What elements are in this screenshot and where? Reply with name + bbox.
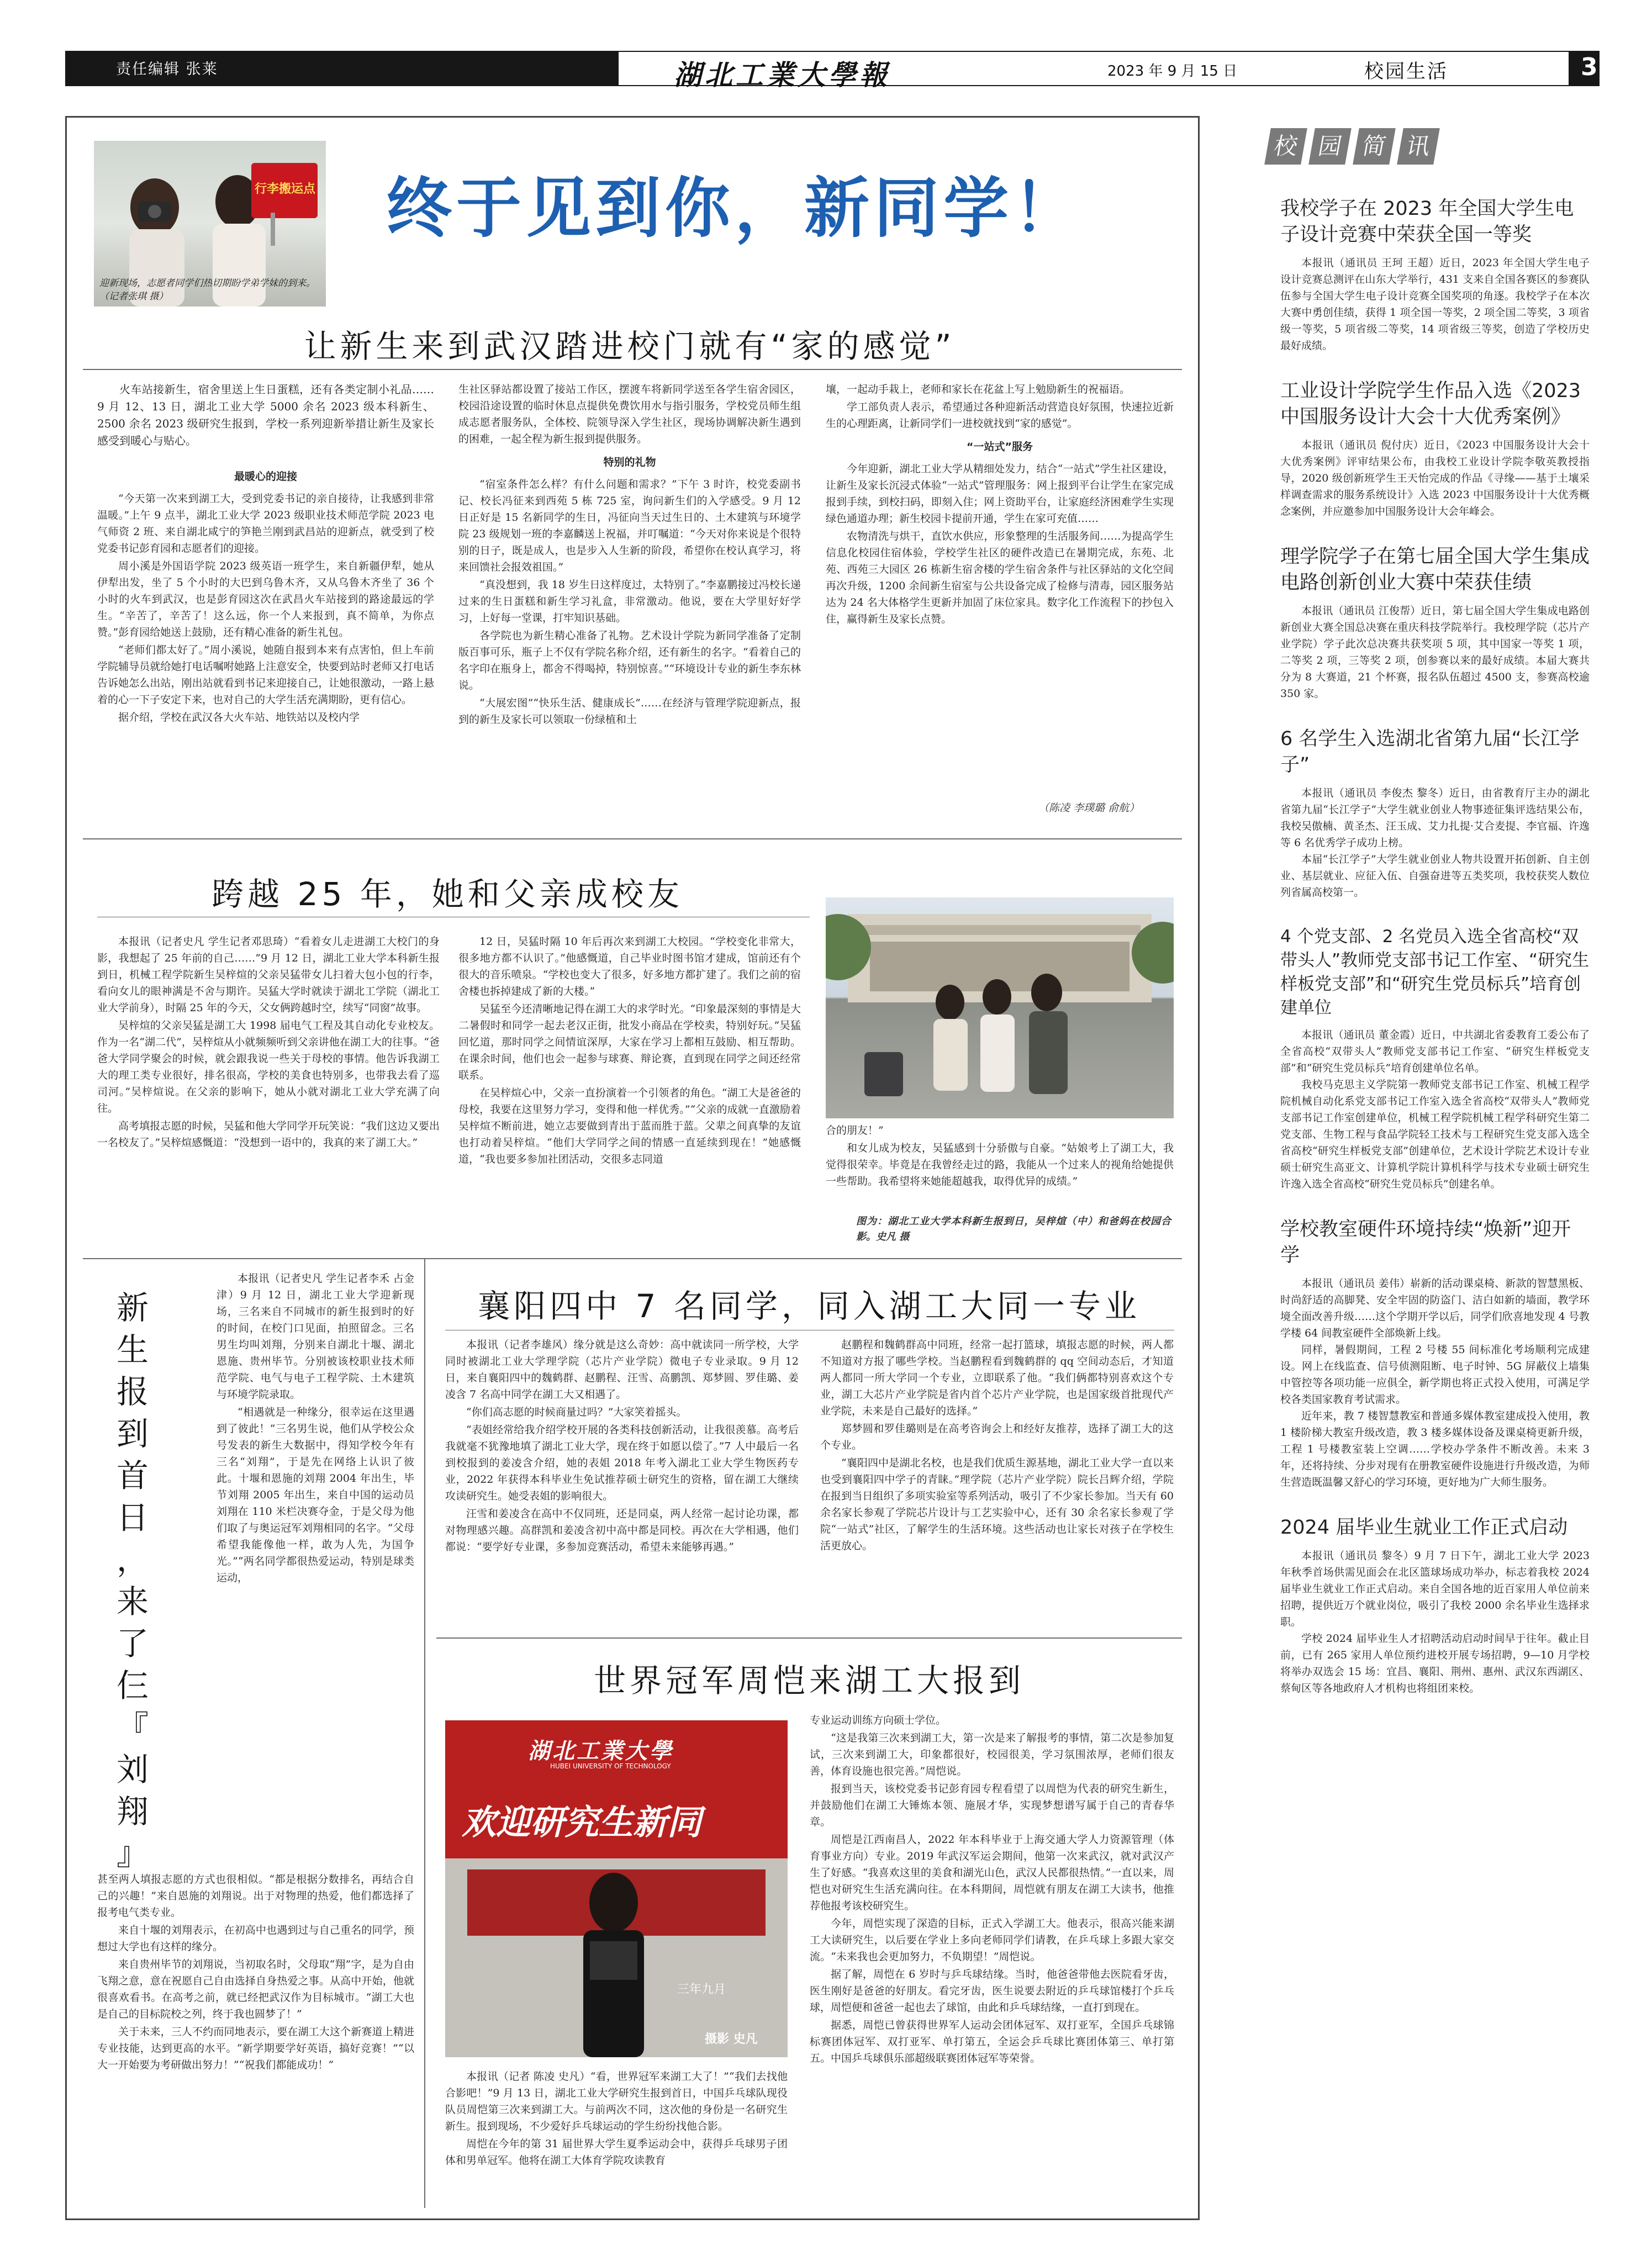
paragraph: 在吴梓煊心中，父亲一直扮演着一个引领者的角色。“湖工大是爸爸的母校，我要在这里努力学习，变得和他一样优秀。”“父亲的成就一直激励着吴梓煊不断前进，她立志要做到青出于蓝而胜于蓝。父辈之间真挚的友谊也打动着吴梓煊。“他们大学同学之间的情感一直延续到现在！”她感慨道，“我也要多参加社团活动，交很多志同道 — [458, 1087, 801, 1165]
article1-sub-2: 特别的礼物 — [603, 456, 656, 468]
article1-title-rule — [83, 369, 1182, 370]
brief-title: 6 名学生入选湖北省第九届“长江学子” — [1280, 728, 1580, 776]
paragraph: “真没想到，我 18 岁生日这样度过，太特别了。”李嘉鹏接过冯校长递过来的生日蛋糕和新生学习礼盒，非常激动。他说，要在大学里好好学习，上好每一堂课，打牢知识基础。 — [458, 579, 801, 624]
paragraph: 赵鹏程和魏鹤群高中同班，经常一起打篮球，填报志愿的时候，两人都不知道对方报了哪些学校。当赵鹏程看到魏鹤群的 qq 空间动态后，才知道两人都同一所大学同一个专业，立即联系了他。“我们俩都特别喜欢这个专业，湖工大芯片产业学院是省内首个芯片产业学院，也是国家级首批现代产业学院，未来是自己最好的选择。” — [820, 1339, 1174, 1417]
paragraph: 据介绍，学校在武汉各大火车站、地铁站以及校内学 — [118, 711, 360, 723]
paragraph: 本报讯（记者李雄风）缘分就是这么奇妙：高中就读同一所学校，大学同时被湖北工业大学理学院（芯片产业学院）微电子专业录取。9 月 12 日，来自襄阳四中的魏鹤群、赵鹏程、汪雪、高鹏凯、郑梦圆、罗佳璐、姜凌含 7 名高中同学在湖工大又相遇了。 — [445, 1339, 799, 1401]
title-char: 来 — [116, 1583, 149, 1620]
paragraph: 周小溪是外国语学院 2023 级英语一班学生，来自新疆伊犁，她从伊犁出发，坐了 5 个小时的大巴到乌鲁木齐，又从乌鲁木齐坐了 36 个小时的火车到武汉，也是彭育园这次在武昌火车站接到的路途最远的学生。“辛苦了，辛苦了！这么远，你一个人来报到，真不简单，为你点赞。”彭育园给她送上鼓励，还有精心准备的新生礼包。 — [97, 560, 434, 638]
brief-text: 本报讯（通讯员 董金霞）近日，中共湖北省委教育工委公布了全省高校“双带头人”教师党支部书记工作室、“研究生样板党支部”和“研究生党员标兵”培育创建单位名单。 — [1280, 1029, 1590, 1074]
article3-vertical-title — [110, 1287, 155, 1874]
paragraph: “老师们都太好了。”周小溪说，她随自报到本来有点害怕，但上车前学院辅导员就给她打电话嘱咐她路上注意安全，快要到站时老师又打电话告诉她怎么出站，刚出站就看到书记来迎接自己，让她很激动，一路上悬着的心一下子安定下来，也对自己的大学生活充满期盼，更有信心。 — [97, 644, 434, 706]
brief-title: 我校学子在 2023 年全国大学生电子设计竞赛中荣获全国一等奖 — [1280, 198, 1574, 246]
paper-name: 湖北工業大學報 — [674, 59, 890, 91]
article3-full-col — [97, 1871, 414, 2074]
paragraph: 壤，一起动手栽上，老师和家长在花盆上写上勉励新生的祝福语。 — [826, 383, 1131, 395]
photo-welcome-banner: 欢迎研究生新同 — [462, 1802, 702, 1842]
brief-title: 学校教室硬件环境持续“焕新”迎开学 — [1280, 1218, 1571, 1266]
champion-photo — [445, 1720, 788, 2057]
paragraph: “你们高志愿的时候商量过吗？”大家笑着摇头。 — [466, 1406, 687, 1418]
article2-col2 — [458, 933, 801, 1169]
photo-university-logo: 湖北工業大學 — [528, 1738, 674, 1764]
volunteers-photo — [94, 141, 326, 307]
brief-item — [1280, 925, 1590, 1192]
brief-item — [1280, 1217, 1590, 1491]
brief-text: 本报讯（通讯员 倪付庆）近日，《2023 中国服务设计大会十大优秀案例》评审结果公布，由我校工业设计学院李敬英教授指导，2020 级创新班学生王天怡完成的作品《寻缘——基于土壤采样调查需求的服务系统设计》入选 2023 中国服务设计十大优秀概念案例，并应邀参加中国服务设计大会年峰会。 — [1280, 439, 1590, 517]
article3-column-divider — [424, 1258, 425, 2208]
sidebar-briefs — [1280, 196, 1590, 1697]
section-divider-1 — [83, 838, 1182, 839]
paragraph: 郑梦圆和罗佳璐则是在高考咨询会上和经好友推荐，选择了湖工大的这个专业。 — [820, 1423, 1174, 1451]
brief-title: 理学院学子在第七届全国大学生集成电路创新创业大赛中荣获佳绩 — [1280, 546, 1590, 594]
brief-item — [1280, 196, 1590, 354]
paragraph: 各学院也为新生精心准备了礼物。艺术设计学院为新同学准备了定制版百事可乐，瓶子上不仅有学院名称介绍，还有新生的名字。“看着自己的名字印在瓶身上，都舍不得喝掉，特别惊喜。”“环境设计专业的新生李东林说。 — [458, 630, 801, 691]
paragraph: 12 日，吴猛时隔 10 年后再次来到湖工大校园。“学校变化非常大，很多地方都不认识了。”他感慨道，自己毕业时图书馆才建成，馆前还有个很大的音乐喷泉。“学校也变大了很多，好多地方都扩建了。我们之前的宿舍楼也拆掉建成了新的大楼。” — [458, 936, 801, 997]
photo-date-text: 三年九月 — [677, 1983, 726, 1996]
title-char: ， — [116, 1541, 149, 1578]
feature-banner: 终于见到你，新同学！ — [387, 170, 1083, 246]
article1-col3 — [826, 381, 1174, 628]
paragraph: “相遇就是一种缘分，很幸运在这里遇到了彼此！”三名男生说，他们从学校公众号发表的新生大数据中，得知学校今年有三名“刘翔”，于是先在网络上认识了彼此。十堰和恩施的刘翔 2004 年出生，毕节刘翔 2005 年出生，来自中国的运动员刘翔在 110 米栏决赛夺金，于是父母为他们取了与奥运冠军刘翔相同的名字。“父母希望我能像他一样，敢为人先，为国争光。”“两名同学都很热爱运动，特别是球类运动， — [217, 1406, 414, 1584]
paragraph: “襄阳四中是湖北名校，也是我们优质生源基地，湖北工业大学一直以来也受到襄阳四中学子的青睐。”理学院（芯片产业学院）院长吕辉介绍，学院在报到当日组织了多项实验室等系列活动，吸引了不少家长参加。当天有 60 余名家长参观了学院芯片设计与工艺实验中心，还有 30 余名家长参观了学院“一站式”社区，了解学生的生活环境。这些活动也让家长对孩子在学校生活更放心。 — [820, 1457, 1174, 1552]
paragraph: 吴梓煊的父亲吴猛是湖工大 1998 届电气工程及其自动化专业校友。作为一名“湖二代”，吴梓煊从小就频频听到父亲讲他在湖工大的往事。“爸爸大学同学聚会的时候，就会跟我说一些关于母校的事情。他告诉我湖工大的理工类专业很好，排名很高，学校的美食也特别多，也带我去看了巡司河。”吴梓煊说。在父亲的影响下，她从小就对湖北工业大学充满了向往。 — [97, 1019, 440, 1114]
paragraph: 甚至两人填报志愿的方式也很相似。“都是根据分数排名，再结合自己的兴趣！”来自恩施的刘翔说。出于对物理的热爱，他们都选择了报考电气类专业。 — [97, 1873, 414, 1919]
paragraph: 专业运动训练方向硕士学位。 — [810, 1714, 947, 1726]
sidebar-header-char: 简 — [1353, 128, 1396, 165]
family-photo-caption: 图为：湖北工业大学本科新生报到日，吴梓煊（中）和爸妈在校园合影。史凡 摄 — [856, 1216, 1171, 1243]
brief-item — [1280, 1515, 1590, 1697]
paragraph: 合的朋友！” — [826, 1124, 884, 1137]
paragraph: 学工部负责人表示，希望通过各种迎新活动营造良好氛围，快速拉近新生的心理距离，让新同学们一进校就找到“家的感觉”。 — [826, 401, 1174, 430]
brief-text: 本报讯（通讯员 姜伟）崭新的活动课桌椅、新款的智慧黑板、时尚舒适的高脚凳、安全牢固的防盗门、洁白如新的墙面，教学环境全面改善升级……这个学期开学以后，同学们欣喜地发现 4 号教学楼 64 间教室硬件全部焕新上线。 — [1280, 1277, 1590, 1339]
paragraph: 周恺在今年的第 31 届世界大学生夏季运动会中，获得乒乓球男子团体和男单冠军。他将在湖工大体育学院攻读教育 — [445, 2138, 788, 2167]
article2-col3 — [826, 1122, 1174, 1191]
article1-title: 让新生来到武汉踏进校门就有“家的感觉” — [304, 327, 956, 365]
section-divider-3 — [436, 1637, 1182, 1639]
paragraph: “宿室条件怎么样？有什么问题和需求？”下午 3 时许，校党委副书记、校长冯征来到西苑 5 栋 725 室，询问新生们的入学感受。9 月 12 日正好是 15 名新同学的生日，冯征向当天过生日的、土木建筑与环境学院 23 级规划一班的李嘉麟送上祝福，并叮嘱道：“今天对你来说是个很特别的日子，既是成人，也是步入人生新的阶段，希望你在校认真学习，将来回馈社会报效祖国。” — [458, 478, 801, 573]
paragraph: 汪雪和姜凌含在高中不仅同班，还是同桌，两人经常一起讨论功课，都对物理感兴趣。高群凯和姜凌含初中高中都是同校。再次在大学相遇，他们都说：“要学好专业课，多参加竞赛活动，希望未来能够再遇。” — [445, 1508, 799, 1553]
sidebar-header — [1268, 128, 1437, 165]
article5-col2 — [810, 1712, 1174, 2068]
article1-sub-1: 最暖心的迎接 — [234, 471, 297, 483]
title-char: 刘 — [116, 1751, 149, 1788]
title-char: 』 — [116, 1835, 149, 1872]
paragraph: 和女儿成为校友，吴猛感到十分骄傲与自豪。“姑娘考上了湖工大，我觉得很荣幸。毕竟是在我曾经走过的路，我能从一个过来人的视角给她提供一些帮助。我希望将来她能超越我，取得优异的成绩。” — [826, 1142, 1174, 1187]
title-char: 到 — [116, 1415, 149, 1452]
brief-text: 本届“长江学子”大学生就业创业人物共设置开拓创新、自主创业、基层就业、应征入伍、自强奋进等五类奖项，我校获奖人数位列省属高校第一。 — [1280, 853, 1590, 899]
brief-text: 本报讯（通讯员 王珂 王超）近日，2023 年全国大学生电子设计竞赛总测评在山东大学举行，431 支来自全国各赛区的参赛队伍参与全国大学生电子设计竞赛全国奖项的角逐。我校学子在本次大赛中勇创佳绩，获得 1 项全国一等奖，2 项全国二等奖，3 项省级一等奖，5 项省级二等奖，14 项省级三等奖，创造了学校历史最好成绩。 — [1280, 257, 1590, 352]
paragraph: 关于未来，三人不约而同地表示，要在湖工大这个新赛道上精进专业技能，达到更高的水平。“新学期要学好英语，搞好竞赛！”“以大一开始要为考研做出努力！”“祝我们都能成功！” — [97, 2026, 414, 2071]
brief-title: 2024 届毕业生就业工作正式启动 — [1280, 1517, 1568, 1539]
article2-col1 — [97, 933, 440, 1152]
paragraph: “今天第一次来到湖工大，受到党委书记的亲自接待，让我感到非常温暖。”上午 9 点半，湖北工业大学 2023 级职业技术师范学院 2023 电气师资 2 班、来自湖北咸宁的笋艳兰刚到武昌站的迎新点，就受到了校党委书记彭育园和志愿者们的迎接。 — [97, 493, 434, 554]
title-char: 日 — [116, 1499, 149, 1536]
paragraph: 来自贵州毕节的刘翔说，当初取名时，父母取“翔”字，是为自由飞翔之意，意在祝愿自己自由选择自身热爱之事。从高中开始，他就很喜欢看书。在高考之前，就已经把武汉作为目标城市。“湖工大也是自己的目标院校之列，终于我也圆梦了！” — [97, 1958, 414, 2020]
editor-credit: 责任编辑 张莱 — [116, 61, 218, 78]
brief-text: 本报讯（通讯员 李俊杰 黎冬）近日，由省教育厅主办的湖北省第九届“长江学子”大学生就业创业人物事迹征集评选结果公布，我校吴傲楠、黄圣杰、汪玉成、艾力扎提·艾合麦提、李官福、许逸等 6 名优秀学子成功上榜。 — [1280, 787, 1590, 849]
brief-text: 本报讯（通讯员 江俊帮）近日，第七届全国大学生集成电路创新创业大赛全国总决赛在重庆科技学院举行。我校理学院（芯片产业学院）学子此次总决赛共获奖项 5 项，其中国家一等奖 1 项，二等奖 2 项，三等奖 2 项，创参赛以来的最好成绩。本届大赛共分为 8 大赛道，21 个杯赛，报名队伍超过 4500 支，参赛高校逾 350 家。 — [1280, 605, 1590, 700]
paragraph: 吴猛至今还清晰地记得在湖工大的求学时光。“印象最深刻的事情是大二暑假时和同学一起去老汉正街，批发小商品在学校卖，特别好玩。”吴猛回忆道，那时同学之间情谊深厚，大家在学习上都相互鼓励、相互帮助。在课余时间，他们也会一起参与球赛、辩论赛，直到现在同学之间还经常联系。 — [458, 1003, 801, 1081]
title-char: 新 — [116, 1289, 149, 1327]
article4-col2 — [820, 1336, 1174, 1555]
brief-title: 4 个党支部、2 名党员入选全省高校“双带头人”教师党支部书记工作室、“研究生样板党支部”和“研究生党员标兵”培育创建单位 — [1280, 927, 1590, 1018]
brief-text: 近年来，教 7 楼智慧教室和普通多媒体教室建成投入使用，教 1 楼阶梯大教室升级改造，教 3 楼多媒体设备及课桌椅更新升级，工程 1 号楼教室装上空调……学校办学条件不断改善。未来 3 年，还将持续、分步对现有在册教室硬件设施进行升级改造，为师生营造既温馨又舒心的学习环境，更好地为广大师生服务。 — [1280, 1410, 1590, 1488]
photo-credit: 摄影 史凡 — [705, 2032, 758, 2046]
brief-text: 我校马克思主义学院第一教师党支部书记工作室、机械工程学院机械自动化系党支部书记工作室入选全省高校“双带头人”教师党支部书记工作室创建单位，机械工程学院机械工程学科研究生第二党支部、生物工程与食品学院轻工技术与工程研究生党支部入选全省高校“研究生样板党支部”创建单位，艺术设计学院艺术设计专业硕士研究生高亚文、计算机学院计算机科学与技术专业硕士研究生许逸入选全省高校“研究生党员标兵”创建名单。 — [1280, 1079, 1590, 1190]
sidebar-header-char: 园 — [1308, 128, 1352, 165]
title-char: 了 — [116, 1625, 149, 1662]
issue-date: 2023 年 9 月 15 日 — [1107, 63, 1238, 80]
article3-narrow-col — [217, 1270, 414, 1587]
title-char: 首 — [116, 1457, 149, 1494]
luggage-sign-text: 行李搬运点 — [254, 182, 315, 196]
brief-item — [1280, 726, 1590, 901]
article1-col2 — [458, 381, 801, 729]
page-number: 3 — [1581, 53, 1598, 81]
article1-sub-3: “一站式”服务 — [967, 441, 1033, 453]
paragraph: 今年迎新，湖北工业大学从精细处发力，结合“一站式”学生社区建设，让新生及家长沉浸式体验“一站式”管理服务：网上报到平台让学生在家完成报到手续，到校扫码，即刻入住；网上资助平台，让家庭经济困难学生实现绿色通道办理；新生校园卡提前开通，学生在家可充值…… — [826, 463, 1174, 525]
brief-text: 同样，暑假期间，工程 2 号楼 55 间标准化考场顺利完成建设。网上在线监查、信号侦测阻断、电子时钟、5G 屏蔽仪上墙集中管控等各项功能一应俱全，新学期也将正式投入使用，可满足学校各类国家教育考试需求。 — [1280, 1344, 1590, 1406]
paragraph: 本报讯（记者史凡 学生记者李禾 占金津）9 月 12 日，湖北工业大学迎新现场，三名来自不同城市的新生报到时的好的时间，在校门口见面，拍照留念。三名男生均叫刘翔，分别来自湖北十堰、湖北恩施、贵州毕节。分别被该校职业技术师范学院、电气与电子工程学院、土木建筑与环境学院录取。 — [217, 1272, 414, 1401]
title-char: 翔 — [116, 1793, 149, 1830]
title-char: 仨 — [116, 1667, 149, 1704]
section-divider-2 — [83, 1258, 1182, 1259]
paragraph: “这是我第三次来到湖工大，第一次是来了解报考的事情，第二次是参加复试，三次来到湖工大，印象都很好，校园很美，学习氛围浓厚，老师们很友善，体育设施也很完善。”周恺说。 — [810, 1732, 1174, 1777]
article1-byline: （陈凌 李璞璐 俞航） — [1038, 802, 1140, 814]
photo-university-en: HUBEI UNIVERSITY OF TECHNOLOGY — [550, 1762, 671, 1770]
sidebar-header-char: 校 — [1264, 128, 1307, 165]
article1-col1 — [97, 468, 434, 727]
paragraph: 生社区驿站都设置了接站工作区，摆渡车将新同学送至各学生宿舍园区，校园沿途设置的临时休息点提供免费饮用水与指引服务，学校党员师生组成志愿者服务队，全体校、院领导深入学生社区，现场协调解决新生遇到的困难，一起全程为新生报到提供服务。 — [458, 383, 801, 445]
sidebar-header-char: 讯 — [1397, 128, 1440, 165]
title-char: 『 — [116, 1709, 149, 1746]
paragraph: 本报讯（记者史凡 学生记者邓思琦）“看着女儿走进湖工大校门的身影，我想起了 25 年前的自己……”9 月 12 日，湖北工业大学本科新生报到日，机械工程学院新生吴梓煊的父亲吴猛带女儿扫着大包小包的行李，看向女儿的眼神满是不舍与期许。吴猛大学时就读于湖北工学院（湖北工业大学前身），时隔 25 年的今天，父女俩跨越时空，续写“同窗”故事。 — [97, 936, 440, 1014]
paragraph: 据悉，周恺已曾获得世界军人运动会团体冠军、双打亚军，全国乒乓球锦标赛团体冠军、双打亚军、单打第五，全运会乒乓球比赛团体第三、单打第五。中国乒乓球俱乐部超级联赛团体冠军等荣誉。 — [810, 2019, 1174, 2064]
paragraph: 据了解，周恺在 6 岁时与乒乓球结缘。当时，他爸爸带他去医院看牙齿，医生刚好是爸爸的好朋友。看完牙齿，医生说要去附近的乒乓球馆楼打个乒乓球，周恺便和爸爸一起也去了球馆，由此和乒乓球结缘，一直打到现在。 — [810, 1968, 1174, 2014]
article1-intro: 火车站接新生，宿舍里送上生日蛋糕，还有各类定制小礼品……9 月 12、13 日，湖北工业大学 5000 余名 2023 级本科新生、2500 余名 2023 级研究生报到，学校一系列迎新举措让新生及家长感受到暖心与贴心。 — [97, 383, 434, 447]
section-name: 校园生活 — [1364, 61, 1449, 83]
paragraph: 报到当天，该校党委书记彭育园专程看望了以周恺为代表的研究生新生，并鼓励他们在湖工大锤炼本领、施展才华，实现梦想谱写属于自己的青春华章。 — [810, 1783, 1174, 1828]
article4-title: 襄阳四中 7 名同学，同入湖工大同一专业 — [478, 1287, 1141, 1325]
brief-item — [1280, 378, 1590, 520]
paragraph: “大展宏图”“快乐生活、健康成长”……在经济与管理学院迎新点，报到的新生及家长可以领取一份绿植和土 — [458, 697, 801, 726]
article2-title: 跨越 25 年，她和父亲成校友 — [212, 875, 683, 913]
paragraph: 周恺是江西南昌人，2022 年本科毕业于上海交通大学人力资源管理（体育事业方向）专业。2019 年武汉军运会期间，他第一次来武汉，就对武汉产生了好感。“我喜欢这里的美食和湖光山色，武汉人民都很热情。”一直以来，周恺也对研究生生活充满向往。在本科期间，周恺就有朋友在湖工大读书，他推荐他报考该校研究生。 — [810, 1834, 1174, 1912]
title-char: 报 — [116, 1373, 149, 1411]
brief-title: 工业设计学院学生作品入选《2023 中国服务设计大会十大优秀案例》 — [1280, 380, 1581, 428]
paragraph: 高考填报志愿的时候，吴猛和他大学同学开玩笑说：“我们这边又要出一名校友了。”吴梓煊感慨道：“没想到一语中的，我真的来了湖工大。” — [97, 1120, 440, 1149]
article5-col1 — [445, 2068, 788, 2170]
article4-col1 — [445, 1336, 799, 1556]
paragraph: 农物清洗与烘干，直饮水供应，形象整理的生活服务间……为提高学生信息化校园住宿体验，学校学生社区的硬件改造已在暑期完成，东苑、北苑、西苑三大园区 26 栋新生宿舍楼的学生宿舍条件与社区驿站的文化空间再次升级，1200 余间新生宿室与公共设备完成了检修与清毒，园区服务站达为 24 名大体格学生更新并加固了床位家具。数字化工作流程下的抄包入住，赢得新生及家长点赞。 — [826, 530, 1174, 625]
brief-text: 学校 2024 届毕业生人才招聘活动启动时间早于往年。截止目前，已有 265 家用人单位预约进校开展专场招聘，9—10 月学校将举办双选会 15 场：宜昌、襄阳、荆州、惠州、武汉东西湖区、蔡甸区等各地政府人才机构也将组团来校。 — [1280, 1633, 1590, 1694]
brief-text: 本报讯（通讯员 黎冬）9 月 7 日下午，湖北工业大学 2023 年秋季首场供需见面会在北区篮球场成功举办，标志着我校 2024 届毕业生就业工作正式启动。来自全国各地的近百家用人单位前来招聘，提供近万个就业岗位，吸引了我校 2000 余名毕业生选择求职。 — [1280, 1550, 1590, 1628]
paragraph: 今年，周恺实现了深造的目标，正式入学湖工大。他表示，很高兴能来湖工大读研究生，以后要在学业上多向老师同学们请教，在乒乓球上多跟大家交流。“未来我也会更加努力，不负期望！”周恺说。 — [810, 1917, 1174, 1963]
volunteers-photo-caption: 迎新现场，志愿者同学们热切期盼学弟学妹的到来。（记者张琪 摄） — [99, 278, 315, 302]
family-photo — [826, 897, 1174, 1118]
article5-title: 世界冠军周恺来湖工大报到 — [593, 1662, 1025, 1699]
paragraph: 来自十堰的刘翔表示，在初高中也遇到过与自己重名的同学，预想过大学也有这样的缘分。 — [97, 1924, 414, 1953]
paragraph: “表姐经常给我介绍学校开展的各类科技创新活动，让我很羡慕。高考后我就毫不犹豫地填了湖北工业大学，现在终于如愿以偿了。”7 人中最后一名到校报到的姜凌含介绍，她的表姐 2018 年考入湖北工业大学生物医药专业，2022 年获得本科毕业生免试推荐硕士研究生的资格，留在湖工大继续攻读研究生。她受表姐的影响很大。 — [445, 1424, 799, 1502]
title-char: 生 — [116, 1331, 149, 1369]
paragraph: 本报讯（记者 陈凌 史凡）“看，世界冠军来湖工大了！”“我们去找他合影吧！”9 月 13 日，湖北工业大学研究生报到首日，中国乒乓球队现役队员周恺第三次来到湖工大。与前两次不同，这次他的身份是一名研究生新生。报到现场，不少爱好乒乓球运动的学生纷纷找他合影。 — [445, 2070, 788, 2132]
brief-item — [1280, 544, 1590, 702]
